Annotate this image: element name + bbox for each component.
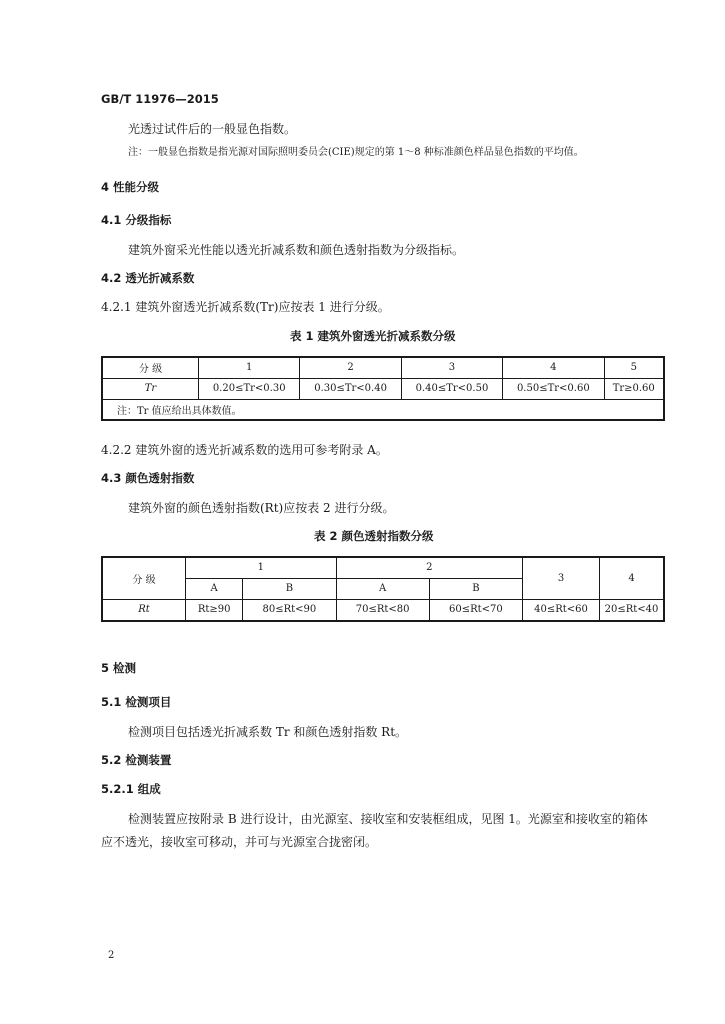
section-5-1-heading: 5.1 检测项目: [101, 695, 172, 709]
section-5-2-1-heading: 5.2.1 组成: [101, 782, 161, 796]
table-1: [101, 356, 665, 421]
section-4-3-text: 建筑外窗的颜色透射指数(Rt)应按表 2 进行分级。: [128, 501, 395, 515]
section-4-3-heading: 4.3 颜色透射指数: [101, 471, 195, 485]
table-2-cell: 40≤Rt<60: [523, 599, 600, 621]
table-1-note: 注：Tr 值应给出具体数值。: [102, 399, 664, 420]
table-1-grade: 1: [199, 357, 300, 378]
table-2-group: 1: [186, 557, 337, 578]
table-1-cell: 0.40≤Tr<0.50: [401, 378, 502, 399]
table-1-grade: 2: [300, 357, 401, 378]
table-2-subgrade: B: [429, 578, 522, 599]
section-5-heading: 5 检测: [101, 661, 137, 675]
section-5-2-heading: 5.2 检测装置: [101, 753, 172, 767]
section-4-1-text: 建筑外窗采光性能以透光折减系数和颜色透射指数为分级指标。: [128, 243, 465, 257]
table-1-caption: 表 1 建筑外窗透光折减系数分级: [290, 329, 456, 343]
intro-line: 光透过试件后的一般显色指数。: [128, 122, 297, 136]
table-1-grade: 3: [401, 357, 502, 378]
table-2-row-label: Rt: [102, 599, 186, 621]
table-1-grade: 4: [503, 357, 604, 378]
table-2-group: 4: [600, 557, 665, 599]
table-2-group: 2: [336, 557, 522, 578]
section-4-2-2-text: 4.2.2 建筑外窗的透光折减系数的选用可参考附录 A。: [101, 443, 388, 457]
table-2-cell: 60≤Rt<70: [429, 599, 522, 621]
table-2-subgrade: A: [186, 578, 243, 599]
table-1-cell: 0.30≤Tr<0.40: [300, 378, 401, 399]
table-2-header-grade: 分 级: [102, 557, 186, 599]
section-4-2-heading: 4.2 透光折减系数: [101, 271, 195, 285]
section-4-heading: 4 性能分级: [101, 180, 160, 194]
table-2-cell: 80≤Rt<90: [243, 599, 336, 621]
table-1-header-grade: 分 级: [102, 357, 199, 378]
intro-note: 注：一般显色指数是指光源对国际照明委员会(CIE)规定的第 1～8 种标准颜色样品显色指数的平均值。: [128, 147, 584, 158]
table-1-cell: 0.20≤Tr<0.30: [199, 378, 300, 399]
section-5-1-text: 检测项目包括透光折减系数 Tr 和颜色透射指数 Rt。: [128, 725, 408, 739]
document-code: GB/T 11976—2015: [101, 92, 219, 106]
section-5-2-1-line-1: 检测装置应按附录 B 进行设计，由光源室、接收室和安装框组成，见图 1。光源室和接收室的箱体: [128, 812, 648, 826]
page-number: 2: [108, 950, 115, 961]
table-1-grade: 5: [604, 357, 664, 378]
table-2-subgrade: B: [243, 578, 336, 599]
table-2-caption: 表 2 颜色透射指数分级: [314, 529, 434, 543]
table-2-cell: Rt≥90: [186, 599, 243, 621]
table-1-row-label: Tr: [102, 378, 199, 399]
section-4-2-1-text: 4.2.1 建筑外窗透光折减系数(Tr)应按表 1 进行分级。: [101, 300, 390, 314]
table-2-group: 3: [523, 557, 600, 599]
table-2-cell: 20≤Rt<40: [600, 599, 665, 621]
table-1-cell: Tr≥0.60: [604, 378, 664, 399]
table-2-subgrade: A: [336, 578, 429, 599]
section-5-2-1-line-2: 应不透光，接收室可移动，并可与光源室合拢密闭。: [101, 835, 378, 849]
table-1-cell: 0.50≤Tr<0.60: [503, 378, 604, 399]
table-2: [101, 556, 665, 622]
section-4-1-heading: 4.1 分级指标: [101, 213, 172, 227]
table-2-cell: 70≤Rt<80: [336, 599, 429, 621]
